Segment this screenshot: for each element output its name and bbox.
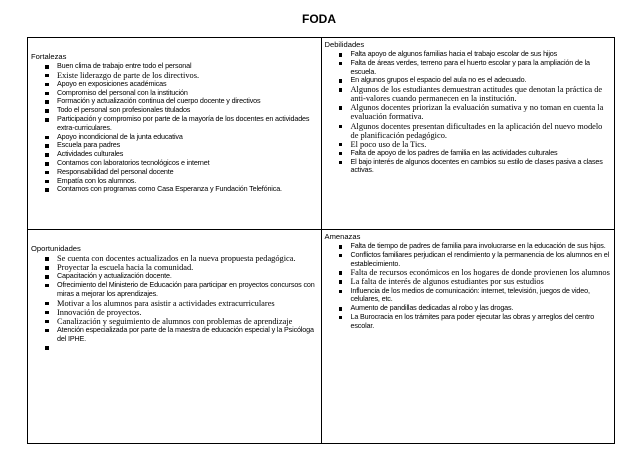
debilidades-header: Debilidades bbox=[324, 40, 365, 49]
oportunidades-cell bbox=[28, 230, 322, 444]
list-item: Empatía con los alumnos. bbox=[57, 177, 318, 186]
fortalezas-header: Fortalezas bbox=[31, 52, 67, 61]
list-item: Falta de áreas verdes, terreno para el huerto escolar y para la ampliación de la escuela. bbox=[351, 59, 612, 77]
list-item: La falta de interés de algunos estudiantes por sus estudios bbox=[351, 277, 612, 286]
fortalezas-cell bbox=[28, 38, 322, 230]
oportunidades-list bbox=[31, 254, 318, 352]
foda-table bbox=[27, 37, 615, 444]
list-item: Falta apoyo de algunos familias hacia el trabajo escolar de sus hijos bbox=[351, 50, 612, 59]
list-item: Ofrecimiento del Ministerio de Educación para participar en proyectos concursos con miras a mejorar los aprendizajes. bbox=[57, 281, 318, 299]
list-item: Participación y compromiso por parte de la mayoría de los docentes en actividades extra-curriculares. bbox=[57, 115, 318, 133]
document-title: FODA bbox=[302, 12, 336, 26]
list-item: Algunos docentes presentan dificultades en la aplicación del nuevo modelo de planificación pedagógico. bbox=[351, 122, 612, 140]
list-item: Aumento de pandillas dedicadas al robo y las drogas. bbox=[351, 304, 612, 313]
debilidades-cell bbox=[321, 38, 615, 230]
list-item: Atención especializada por parte de la maestra de educación especial y la Psicóloga del IPHE. bbox=[57, 326, 318, 344]
list-item: El poco uso de la Tics. bbox=[351, 140, 612, 149]
list-item: Falta de tiempo de padres de familia para involucrarse en la educación de sus hijos. bbox=[351, 242, 612, 251]
list-item: Contamos con laboratorios tecnológicos e internet bbox=[57, 159, 318, 168]
list-item: El bajo interés de algunos docentes en cambios su estilo de clases pasiva a clases activas. bbox=[351, 158, 612, 176]
list-item: Canalización y seguimiento de alumnos con problemas de aprendizaje bbox=[57, 317, 318, 326]
list-item: Compromiso del personal con la institución bbox=[57, 89, 318, 98]
list-item: Conflictos familiares perjudican el rendimiento y la permanencia de los alumnos en el establecimiento. bbox=[350, 249, 610, 268]
amenazas-header: Amenazas bbox=[324, 232, 361, 241]
list-item: Falta de apoyo de los padres de familia en las actividades culturales bbox=[351, 149, 612, 158]
list-item: Formación y actualización continua del cuerpo docente y directivos bbox=[57, 97, 318, 106]
amenazas-cell bbox=[321, 230, 615, 444]
list-item: Proyectar la escuela hacia la comunidad. bbox=[57, 263, 318, 272]
list-item bbox=[57, 343, 318, 352]
list-item: En algunos grupos el espacio del aula no es el adecuado. bbox=[351, 76, 612, 85]
amenazas-list bbox=[325, 242, 612, 331]
list-item: La Burocracia en los trámites para poder ejecutar las obras y arreglos del centro escolar. bbox=[351, 313, 612, 331]
list-item: Algunos de los estudiantes demuestran actitudes que denotan la práctica de anti-valores cuando permanecen en la institución. bbox=[351, 85, 612, 103]
list-item: Responsabilidad del personal docente bbox=[57, 168, 318, 177]
list-item: Actividades culturales bbox=[57, 150, 318, 159]
list-item: Capacitación y actualización docente. bbox=[57, 272, 318, 281]
list-item: Escuela para padres bbox=[57, 141, 318, 150]
list-item: Motivar a los alumnos para asistir a actividades extracurriculares bbox=[57, 299, 318, 308]
list-item: Buen clima de trabajo entre todo el personal bbox=[57, 62, 318, 71]
list-item: Influencia de los medios de comunicación: internet, televisión, juegos de video, celulares, etc. bbox=[351, 287, 612, 305]
list-item: Apoyo incondicional de la junta educativa bbox=[57, 133, 318, 142]
list-item: Todo el personal son profesionales titulados bbox=[57, 106, 318, 115]
list-item: Innovación de proyectos. bbox=[57, 308, 318, 317]
list-item: Apoyo en exposiciones académicas bbox=[57, 80, 318, 89]
list-item: Algunos docentes priorizan la evaluación sumativa y no toman en cuenta la evaluación formativa. bbox=[351, 103, 612, 121]
oportunidades-header: Oportunidades bbox=[31, 244, 81, 253]
list-item: Falta de recursos económicos en los hogares de donde provienen los alumnos bbox=[350, 268, 610, 278]
debilidades-list bbox=[325, 50, 612, 175]
fortalezas-list bbox=[31, 62, 318, 194]
list-item: Se cuenta con docentes actualizados en la nueva propuesta pedagógica. bbox=[57, 254, 318, 263]
list-item: Contamos con programas como Casa Esperanza y Fundación Telefónica. bbox=[57, 185, 318, 194]
list-item: Existe liderazgo de parte de los directivos. bbox=[57, 71, 318, 80]
